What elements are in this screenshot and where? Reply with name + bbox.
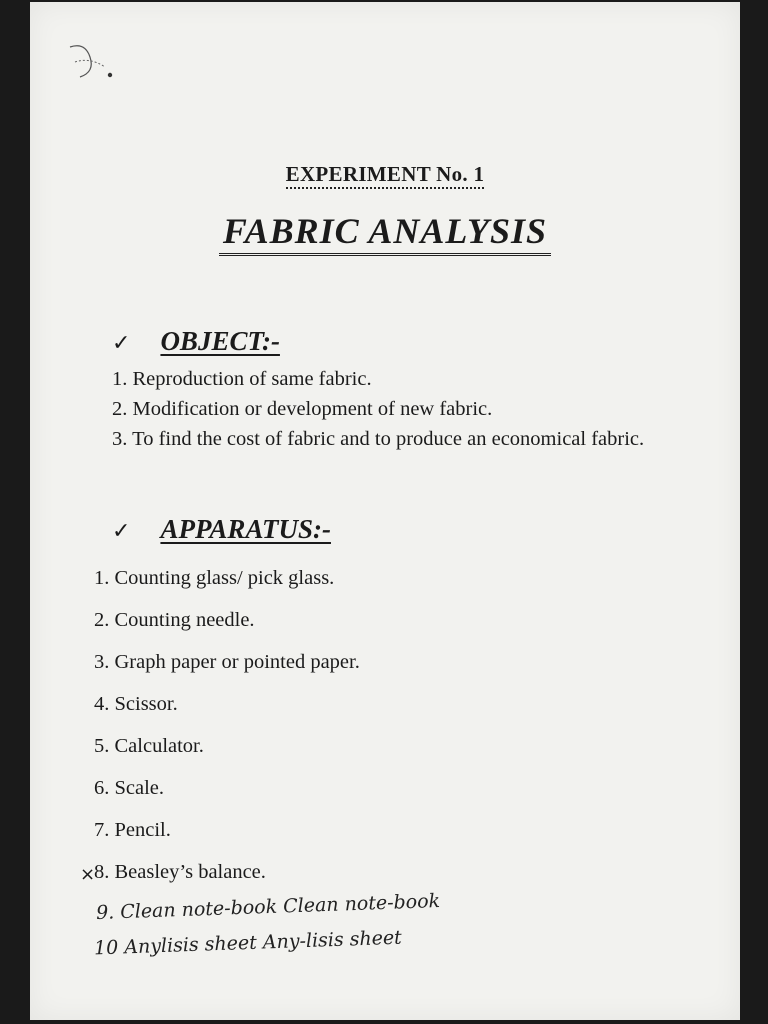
handwritten-note: 9. Clean note-book Clean note-book bbox=[95, 890, 441, 924]
page-title: FABRIC ANALYSIS bbox=[30, 210, 740, 252]
list-item: 6. Scale. bbox=[94, 777, 165, 799]
list-item: 5. Calculator. bbox=[94, 735, 204, 757]
object-list bbox=[112, 364, 644, 454]
experiment-number: EXPERIMENT No. 1 bbox=[30, 162, 740, 187]
check-icon: ✓ bbox=[112, 519, 131, 544]
document-page bbox=[30, 2, 740, 1020]
list-item: 3. Graph paper or pointed paper. bbox=[94, 651, 360, 673]
list-item: 8. Beasley’s balance. bbox=[94, 861, 266, 883]
list-item: 4. Scissor. bbox=[94, 693, 178, 715]
handwritten-note: 10 Anylisis sheet Any-lisis sheet bbox=[93, 926, 403, 960]
list-item: 2. Modification or development of new fabric. bbox=[112, 398, 493, 420]
list-item: 2. Counting needle. bbox=[94, 609, 255, 631]
margin-mark: × bbox=[80, 864, 96, 885]
apparatus-heading: ✓ APPARATUS:- bbox=[112, 514, 331, 544]
list-item: 3. To find the cost of fabric and to produce an economical fabric. bbox=[112, 428, 645, 450]
check-icon: ✓ bbox=[112, 331, 131, 356]
apparatus-list bbox=[94, 557, 360, 893]
object-heading: ✓ OBJECT:- bbox=[112, 326, 280, 356]
list-item: 7. Pencil. bbox=[94, 819, 171, 841]
list-item: 1. Counting glass/ pick glass. bbox=[94, 567, 335, 589]
list-item: 1. Reproduction of same fabric. bbox=[112, 368, 372, 390]
stamp-icon bbox=[60, 37, 120, 97]
